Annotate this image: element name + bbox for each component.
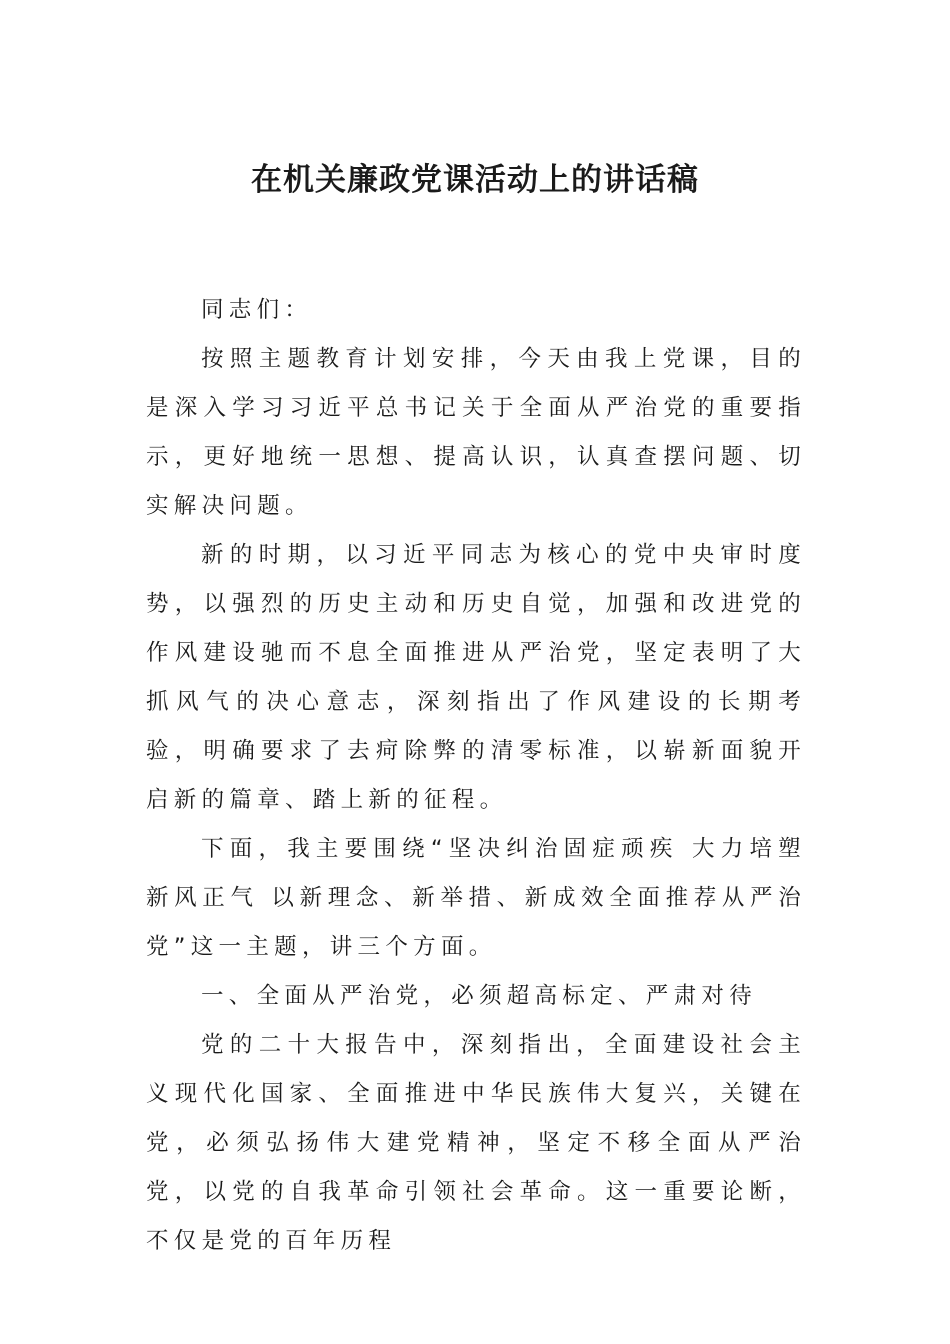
body-paragraph: 党的二十大报告中，深刻指出，全面建设社会主义现代化国家、全面推进中华民族伟大复兴，关键在党，必须弘扬伟大建党精神，坚定不移全面从严治党，以党的自我革命引领社会革命。这一重要论断，不仅是党的百年历程	[146, 1032, 806, 1254]
section-heading: 一、全面从严治党，必须超高标定、严肃对待	[201, 983, 758, 1009]
body-paragraph: 新的时期，以习近平同志为核心的党中央审时度势，以强烈的历史主动和历史自觉，加强和改进党的作风建设驰而不息全面推进从严治党，坚定表明了大抓风气的决心意志，深刻指出了作风建设的长期考验，明确要求了去疴除弊的清零标准，以崭新面貌开启新的篇章、踏上新的征程。	[146, 542, 806, 813]
document-title: 在机关廉政党课活动上的讲话稿	[251, 162, 699, 198]
body-paragraph: 下面，我主要围绕“坚决纠治固症顽疾 大力培塑新风正气 以新理念、新举措、新成效全面推荐从严治党”这一主题，讲三个方面。	[146, 836, 806, 960]
body-paragraph: 按照主题教育计划安排，今天由我上党课，目的是深入学习习近平总书记关于全面从严治党的重要指示，更好地统一思想、提高认识，认真查摆问题、切实解决问题。	[146, 346, 806, 519]
salutation-paragraph: 同志们：	[201, 297, 313, 323]
document-body	[146, 286, 806, 1266]
